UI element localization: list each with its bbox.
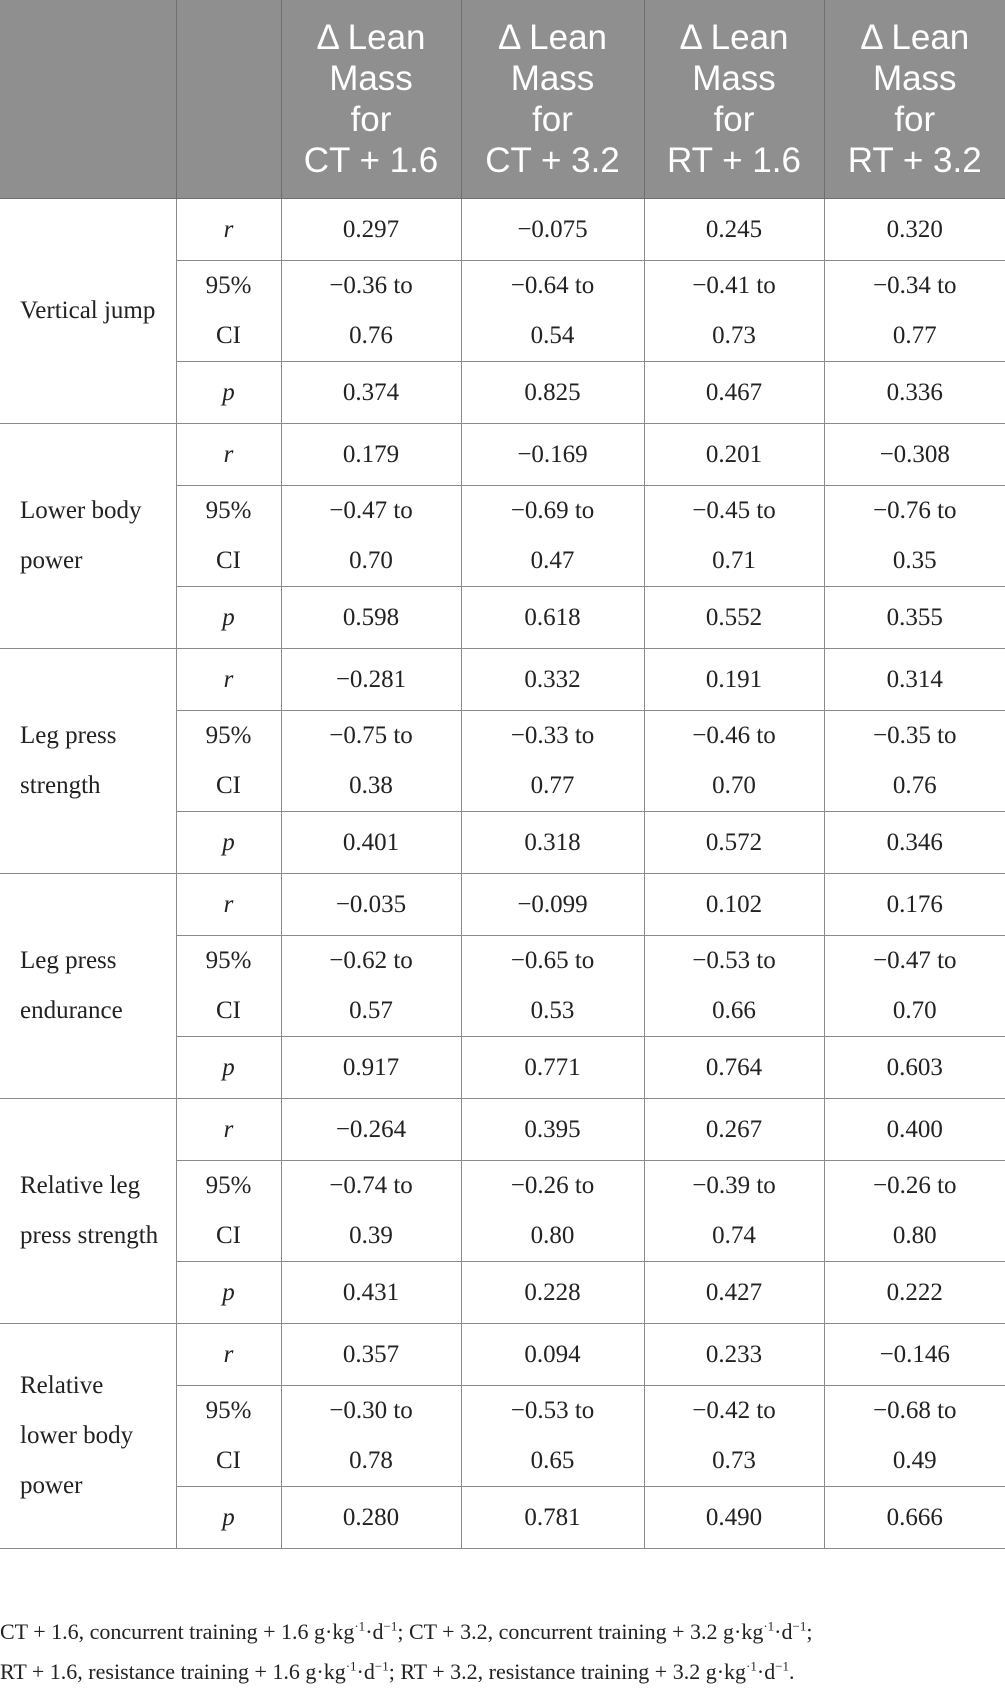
table-header xyxy=(0,0,1005,199)
ci-upper: 0.76 xyxy=(349,322,393,349)
cell-p: 0.467 xyxy=(644,362,824,424)
header-line: Δ Lean xyxy=(679,18,789,57)
cell-ci xyxy=(824,936,1005,1037)
cell-ci xyxy=(824,261,1005,362)
cell-r: 0.297 xyxy=(281,199,461,261)
cell-p: 0.222 xyxy=(824,1262,1005,1324)
ci-upper: 0.70 xyxy=(892,997,937,1024)
ci-lower: −0.34 to xyxy=(872,272,957,299)
ci-upper: 0.49 xyxy=(892,1447,937,1474)
ci-label-line: CI xyxy=(216,547,241,574)
cell-p: 0.917 xyxy=(281,1037,461,1099)
ci-upper: 0.73 xyxy=(712,322,756,349)
ci-upper: 0.77 xyxy=(530,772,575,799)
table-row-r xyxy=(0,199,1005,261)
cell-ci xyxy=(461,486,644,587)
ci-label-line: CI xyxy=(216,322,241,349)
ci-label-line: 95% xyxy=(205,272,252,299)
row-label: Lower body power xyxy=(0,424,176,649)
cell-r: 0.332 xyxy=(461,649,644,711)
stat-label-ci xyxy=(176,1161,281,1262)
header-empty-cell-2 xyxy=(176,0,281,199)
ci-label-line: 95% xyxy=(205,947,252,974)
header-line: Mass xyxy=(329,59,413,98)
ci-upper: 0.54 xyxy=(530,322,575,349)
ci-lower: −0.53 to xyxy=(510,1397,595,1424)
cell-r: 0.191 xyxy=(644,649,824,711)
stat-label-p: p xyxy=(176,812,281,874)
ci-lower: −0.75 to xyxy=(329,722,413,749)
cell-ci xyxy=(824,1386,1005,1487)
stat-label-r: r xyxy=(176,874,281,936)
stat-label-r: r xyxy=(176,199,281,261)
ci-upper: 0.39 xyxy=(349,1222,393,1249)
table-footnote xyxy=(0,1610,1000,1689)
cell-p: 0.336 xyxy=(824,362,1005,424)
ci-upper: 0.71 xyxy=(712,547,756,574)
ci-label-line: 95% xyxy=(205,722,252,749)
ci-lower: −0.41 to xyxy=(692,272,776,299)
cell-ci xyxy=(281,1161,461,1262)
cell-p: 0.598 xyxy=(281,587,461,649)
ci-lower: −0.42 to xyxy=(692,1397,776,1424)
ci-lower: −0.30 to xyxy=(329,1397,413,1424)
cell-ci xyxy=(461,936,644,1037)
cell-p: 0.374 xyxy=(281,362,461,424)
cell-r: 0.357 xyxy=(281,1324,461,1386)
ci-upper: 0.80 xyxy=(892,1222,937,1249)
cell-r: −0.099 xyxy=(461,874,644,936)
cell-r: 0.245 xyxy=(644,199,824,261)
cell-p: 0.318 xyxy=(461,812,644,874)
cell-r: −0.169 xyxy=(461,424,644,486)
ci-lower: −0.62 to xyxy=(329,947,413,974)
cell-r: −0.075 xyxy=(461,199,644,261)
footnote-text: RT + 1.6, resistance training + 1.6 $g\cdot kg^{\cdot 1}\cdot d^{-1}$; RT + 3.2, resistance training + 3.2 $g\cdot kg^{\cdot 1}\cdot d^{-1}$. xyxy=(0,1658,795,1684)
cell-ci xyxy=(281,261,461,362)
ci-label-line: CI xyxy=(216,1447,241,1474)
stat-label-p: p xyxy=(176,1262,281,1324)
header-line: Mass xyxy=(510,59,595,98)
cell-ci xyxy=(461,1161,644,1262)
ci-label-line: 95% xyxy=(205,497,252,524)
table-row-r xyxy=(0,649,1005,711)
cell-ci xyxy=(644,711,824,812)
ci-label-line: CI xyxy=(216,1222,241,1249)
cell-r: 0.094 xyxy=(461,1324,644,1386)
cell-p: 0.572 xyxy=(644,812,824,874)
cell-ci xyxy=(461,261,644,362)
ci-upper: 0.53 xyxy=(530,997,575,1024)
ci-lower: −0.35 to xyxy=(872,722,957,749)
row-label: Leg press strength xyxy=(0,649,176,874)
ci-lower: −0.74 to xyxy=(329,1172,413,1199)
header-line: CT + 3.2 xyxy=(485,141,620,180)
header-line: for xyxy=(894,100,936,139)
cell-ci xyxy=(644,1161,824,1262)
table-row-r xyxy=(0,1099,1005,1161)
ci-upper: 0.77 xyxy=(892,322,937,349)
ci-lower: −0.68 to xyxy=(872,1397,957,1424)
row-label: Leg press endurance xyxy=(0,874,176,1099)
cell-ci xyxy=(644,1386,824,1487)
cell-p: 0.666 xyxy=(824,1487,1005,1549)
ci-lower: −0.46 to xyxy=(692,722,776,749)
cell-ci xyxy=(644,936,824,1037)
stat-label-p: p xyxy=(176,587,281,649)
ci-lower: −0.76 to xyxy=(872,497,957,524)
ci-lower: −0.39 to xyxy=(692,1172,776,1199)
cell-ci xyxy=(461,711,644,812)
stat-label-ci xyxy=(176,1386,281,1487)
table-body xyxy=(0,199,1005,1549)
header-line: for xyxy=(713,100,755,139)
cell-ci xyxy=(824,486,1005,587)
ci-upper: 0.76 xyxy=(892,772,937,799)
header-line: Δ Lean xyxy=(316,18,426,57)
cell-p: 0.228 xyxy=(461,1262,644,1324)
ci-upper: 0.70 xyxy=(712,772,756,799)
ci-label-line: CI xyxy=(216,997,241,1024)
cell-p: 0.280 xyxy=(281,1487,461,1549)
ci-lower: −0.26 to xyxy=(872,1172,957,1199)
header-empty-cell-1 xyxy=(0,0,176,199)
ci-lower: −0.64 to xyxy=(510,272,595,299)
stat-label-r: r xyxy=(176,424,281,486)
cell-p: 0.825 xyxy=(461,362,644,424)
header-ct16 xyxy=(281,0,461,199)
ci-label-line: CI xyxy=(216,772,241,799)
footnote-line xyxy=(0,1610,1000,1649)
ci-upper: 0.38 xyxy=(349,772,393,799)
cell-p: 0.771 xyxy=(461,1037,644,1099)
cell-p: 0.552 xyxy=(644,587,824,649)
cell-ci xyxy=(281,1386,461,1487)
footnote-text: CT + 1.6, concurrent training + 1.6 $g\cdot kg^{\cdot 1}\cdot d^{-1}$; CT + 3.2, concurrent training + 3.2 $g\cdot kg^{\cdot 1}\cdot d^{-1}$; xyxy=(0,1619,813,1645)
cell-p: 0.781 xyxy=(461,1487,644,1549)
header-line: CT + 1.6 xyxy=(303,141,439,180)
cell-ci xyxy=(644,486,824,587)
cell-ci xyxy=(824,1161,1005,1262)
cell-p: 0.431 xyxy=(281,1262,461,1324)
stat-label-r: r xyxy=(176,1099,281,1161)
cell-r: −0.146 xyxy=(824,1324,1005,1386)
cell-r: 0.233 xyxy=(644,1324,824,1386)
header-line: Mass xyxy=(692,59,776,98)
cell-ci xyxy=(281,936,461,1037)
ci-lower: −0.65 to xyxy=(510,947,595,974)
cell-r: 0.176 xyxy=(824,874,1005,936)
stat-label-r: r xyxy=(176,649,281,711)
ci-upper: 0.66 xyxy=(712,997,756,1024)
cell-ci xyxy=(281,711,461,812)
header-rt16 xyxy=(644,0,824,199)
stat-label-ci xyxy=(176,486,281,587)
stat-label-ci xyxy=(176,261,281,362)
cell-r: 0.395 xyxy=(461,1099,644,1161)
header-line: RT + 3.2 xyxy=(847,141,982,180)
table-row-r xyxy=(0,874,1005,936)
header-rt32 xyxy=(824,0,1005,199)
table-row-r xyxy=(0,424,1005,486)
header-line: Δ Lean xyxy=(860,18,970,57)
ci-lower: −0.33 to xyxy=(510,722,595,749)
header-line: for xyxy=(532,100,573,139)
ci-lower: −0.47 to xyxy=(329,497,413,524)
ci-lower: −0.47 to xyxy=(872,947,957,974)
ci-upper: 0.73 xyxy=(712,1447,756,1474)
header-line: RT + 1.6 xyxy=(667,141,801,180)
stat-label-ci xyxy=(176,936,281,1037)
cell-r: −0.264 xyxy=(281,1099,461,1161)
row-label: Vertical jump xyxy=(0,199,176,424)
cell-r: 0.179 xyxy=(281,424,461,486)
cell-p: 0.355 xyxy=(824,587,1005,649)
cell-p: 0.603 xyxy=(824,1037,1005,1099)
header-line: Δ Lean xyxy=(497,18,608,57)
cell-r: 0.102 xyxy=(644,874,824,936)
ci-label-line: 95% xyxy=(205,1397,252,1424)
ci-lower: −0.45 to xyxy=(692,497,776,524)
stat-label-r: r xyxy=(176,1324,281,1386)
cell-ci xyxy=(824,711,1005,812)
footnote-line xyxy=(0,1649,1000,1688)
cell-p: 0.346 xyxy=(824,812,1005,874)
cell-r: 0.201 xyxy=(644,424,824,486)
row-label: Relative leg press strength xyxy=(0,1099,176,1324)
ci-lower: −0.69 to xyxy=(510,497,595,524)
row-label: Relative lower body power xyxy=(0,1324,176,1549)
cell-p: 0.618 xyxy=(461,587,644,649)
stat-label-p: p xyxy=(176,362,281,424)
header-line: Mass xyxy=(872,59,957,98)
stat-label-p: p xyxy=(176,1037,281,1099)
cell-ci xyxy=(644,261,824,362)
cell-ci xyxy=(281,486,461,587)
header-row xyxy=(0,0,1005,199)
cell-r: −0.308 xyxy=(824,424,1005,486)
cell-r: 0.400 xyxy=(824,1099,1005,1161)
cell-r: 0.267 xyxy=(644,1099,824,1161)
cell-r: 0.314 xyxy=(824,649,1005,711)
cell-p: 0.427 xyxy=(644,1262,824,1324)
header-line: for xyxy=(350,100,392,139)
ci-lower: −0.36 to xyxy=(329,272,413,299)
cell-p: 0.490 xyxy=(644,1487,824,1549)
cell-r: 0.320 xyxy=(824,199,1005,261)
ci-lower: −0.53 to xyxy=(692,947,776,974)
ci-upper: 0.35 xyxy=(892,547,937,574)
table-row-r xyxy=(0,1324,1005,1386)
stat-label-ci xyxy=(176,711,281,812)
ci-upper: 0.70 xyxy=(349,547,393,574)
header-ct32 xyxy=(461,0,644,199)
cell-r: −0.035 xyxy=(281,874,461,936)
ci-upper: 0.57 xyxy=(349,997,393,1024)
ci-lower: −0.26 to xyxy=(510,1172,595,1199)
cell-ci xyxy=(461,1386,644,1487)
ci-upper: 0.47 xyxy=(530,547,575,574)
ci-upper: 0.80 xyxy=(530,1222,575,1249)
ci-upper: 0.65 xyxy=(530,1447,575,1474)
ci-upper: 0.78 xyxy=(349,1447,393,1474)
cell-p: 0.764 xyxy=(644,1037,824,1099)
stat-label-p: p xyxy=(176,1487,281,1549)
cell-p: 0.401 xyxy=(281,812,461,874)
ci-upper: 0.74 xyxy=(712,1222,756,1249)
cell-r: −0.281 xyxy=(281,649,461,711)
ci-label-line: 95% xyxy=(205,1172,252,1199)
